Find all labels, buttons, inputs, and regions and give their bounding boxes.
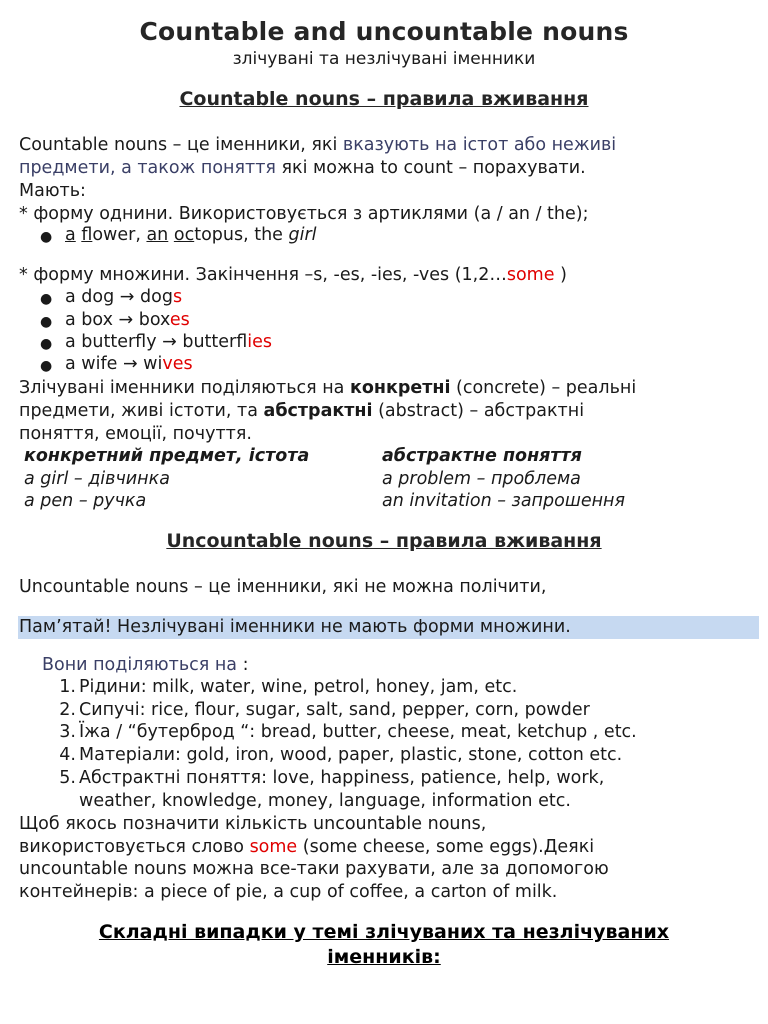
bullet-icon: ●	[40, 358, 53, 374]
table-cell: a girl – дівчинка	[24, 469, 170, 489]
plural-rule: * форму множини. Закінчення –s, -es, -ies, -ves (1,2…some )	[19, 265, 567, 285]
types-line2: предмети, живі істоти, та абстрактні (abstract) – абстрактні	[19, 401, 585, 421]
difficult-heading-line2: іменників:	[327, 946, 441, 968]
table-cell: a problem – проблема	[382, 469, 581, 489]
quantity-line4: контейнерів: a piece of pie, a cup of coffee, a carton of milk.	[19, 882, 558, 902]
bullet-icon: ●	[40, 314, 53, 330]
plural-example: a butterfly → butterflies	[65, 332, 272, 352]
difficult-heading-line1: Складні випадки у темі злічуваних та незлічуваних	[98, 921, 670, 943]
list-number: 2.	[59, 700, 76, 720]
plural-example: a wife → wives	[65, 354, 193, 374]
bullet-icon: ●	[40, 291, 53, 307]
quantity-line3: uncountable nouns можна все-таки рахувати, але за допомогою	[19, 859, 609, 879]
list-number: 1.	[59, 677, 76, 697]
list-item: Їжа / “бутерброд “: bread, butter, cheese, meat, ketchup , etc.	[79, 722, 637, 742]
list-item: Сипучі: rice, flour, sugar, salt, sand, pepper, corn, powder	[79, 700, 590, 720]
plural-example: a box → boxes	[65, 310, 190, 330]
uncountable-intro: Uncountable nouns – це іменники, які не можна полічити,	[19, 577, 547, 597]
list-number: 4.	[59, 745, 76, 765]
table-header-concrete: конкретний предмет, істота	[24, 446, 310, 466]
countable-intro-line2: предмети, а також поняття які можна to count – порахувати.	[19, 158, 586, 178]
quantity-line1: Щоб якось позначити кількість uncountable nouns,	[19, 814, 487, 834]
table-header-abstract: абстрактне поняття	[382, 446, 582, 466]
list-item: Рідини: milk, water, wine, petrol, honey, jam, etc.	[79, 677, 518, 697]
bullet-icon: ●	[40, 229, 53, 245]
plural-example: a dog → dogs	[65, 287, 183, 307]
quantity-line2: використовується слово some (some cheese, some eggs).Деякі	[19, 837, 595, 857]
singular-rule: * форму однини. Використовується з артиклями (a / an / the);	[19, 204, 589, 224]
list-item: Абстрактні поняття: love, happiness, patience, help, work,	[79, 768, 605, 788]
list-number: 5.	[59, 768, 76, 788]
list-number: 3.	[59, 722, 76, 742]
singular-example: a flower, an octopus, the girl	[65, 225, 317, 245]
countable-intro-line1: Countable nouns – це іменники, які вказують на істот або неживі	[19, 135, 617, 155]
page-subtitle: злічувані та незлічувані іменники	[232, 49, 536, 69]
types-line3: поняття, емоції, почуття.	[19, 424, 252, 444]
divided-label: Вони поділяються на :	[42, 655, 249, 675]
list-item: Матеріали: gold, iron, wood, paper, plastic, stone, cotton etc.	[79, 745, 623, 765]
bullet-icon: ●	[40, 336, 53, 352]
remember-note: Пам’ятай! Незлічувані іменники не мають форми множини.	[19, 617, 571, 637]
table-cell: an invitation – запрошення	[382, 491, 626, 511]
list-item-continuation: weather, knowledge, money, language, information etc.	[79, 791, 571, 811]
page-title: Countable and uncountable nouns	[139, 17, 629, 46]
uncountable-heading: Uncountable nouns – правила вживання	[166, 530, 602, 552]
countable-heading: Countable nouns – правила вживання	[179, 88, 589, 110]
have-label: Мають:	[19, 181, 86, 201]
types-line1: Злічувані іменники поділяються на конкретні (concrete) – реальні	[19, 378, 637, 398]
table-cell: a pen – ручка	[24, 491, 147, 511]
